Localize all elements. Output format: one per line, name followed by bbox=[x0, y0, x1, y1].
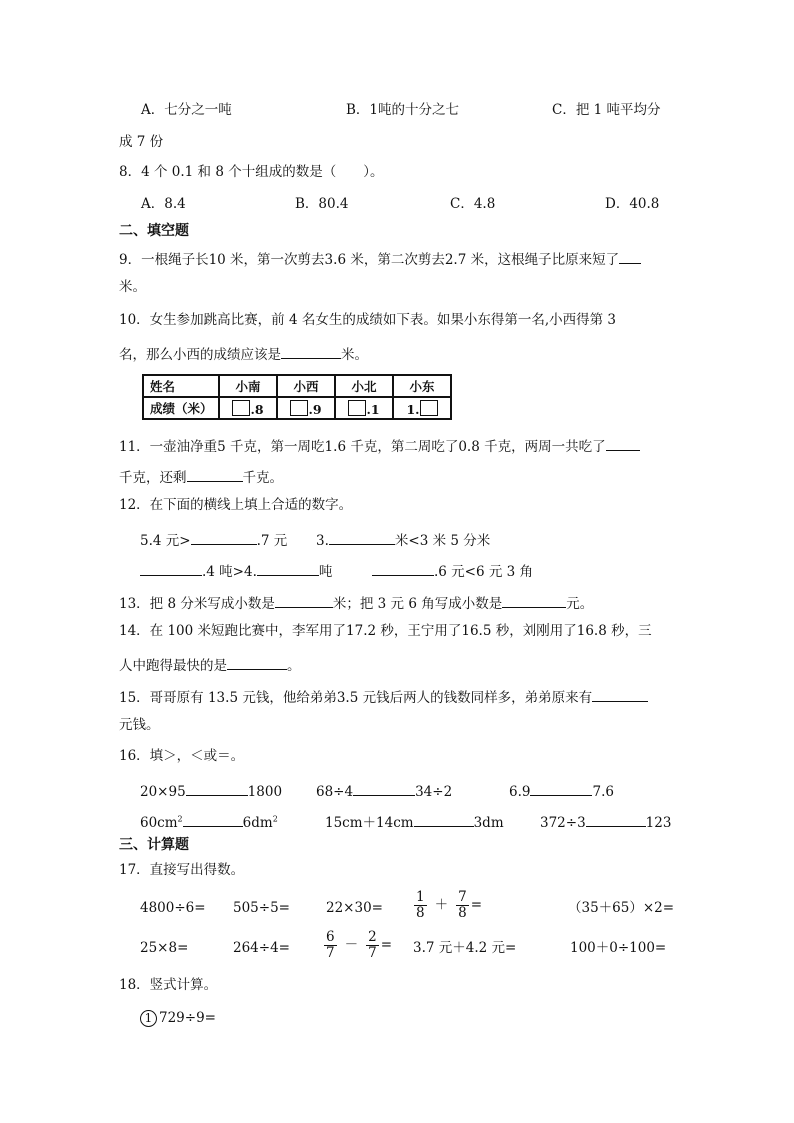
question-11-line2 bbox=[119, 468, 283, 486]
calc-item: （35＋65）×2= bbox=[568, 900, 675, 916]
denominator: 7 bbox=[368, 945, 377, 961]
compare-item bbox=[540, 813, 671, 831]
q8-option-c: C．4.8 bbox=[450, 196, 496, 212]
option-c-continued: 成 7 份 bbox=[119, 134, 164, 150]
unit-text: 元。 bbox=[566, 596, 594, 612]
item-text: .7 元 bbox=[256, 533, 288, 549]
answer-blank[interactable] bbox=[329, 531, 395, 545]
question-14-line2 bbox=[119, 656, 301, 674]
answer-blank[interactable] bbox=[191, 531, 257, 545]
fraction bbox=[366, 930, 379, 961]
question-11-text: 千克，还剩 bbox=[119, 470, 187, 486]
option-a: A．七分之一吨 bbox=[141, 102, 232, 118]
superscript: 2 bbox=[177, 814, 183, 824]
answer-blank[interactable] bbox=[606, 437, 640, 451]
answer-blank[interactable] bbox=[414, 813, 474, 827]
table-header-cell: 小东 bbox=[393, 375, 451, 397]
expr-left: 60cm bbox=[140, 815, 178, 831]
expr-right: 123 bbox=[645, 815, 672, 831]
question-13-text: 13．把 8 分米写成小数是 bbox=[119, 596, 275, 612]
question-15-text: 15．哥哥原有 13.5 元钱，他给弟弟3.5 元钱后两人的钱数同样多，弟弟原来有 bbox=[119, 690, 593, 706]
answer-box[interactable] bbox=[420, 400, 438, 416]
q8-option-a: A．8.4 bbox=[141, 196, 186, 212]
question-10: 10．女生参加跳高比赛，前 4 名女生的成绩如下表。如果小东得第一名,小西得第 3 bbox=[119, 312, 617, 328]
table-cell bbox=[393, 397, 451, 419]
expr-right: 3dm bbox=[473, 815, 504, 831]
compare-item bbox=[316, 782, 452, 800]
table-header-name: 姓名 bbox=[143, 375, 219, 397]
q18-item-1 bbox=[140, 1010, 216, 1027]
question-10-text: 名，那么小西的成绩应该是 bbox=[119, 347, 281, 363]
q12-item-c bbox=[140, 562, 332, 580]
q8-option-d: D．40.8 bbox=[605, 196, 660, 212]
compare-item bbox=[140, 813, 278, 831]
item-text: .4 吨>4. bbox=[202, 564, 257, 580]
score-table bbox=[142, 374, 452, 420]
calc-item: 3.7 元＋4.2 元= bbox=[413, 940, 517, 956]
numerator: 2 bbox=[368, 929, 377, 945]
superscript: 2 bbox=[272, 814, 278, 824]
question-13 bbox=[119, 594, 593, 612]
question-11 bbox=[119, 437, 640, 455]
table-cell bbox=[219, 397, 277, 419]
question-12: 12．在下面的横线上填上合适的数字。 bbox=[119, 497, 353, 513]
calc-item: 25×8= bbox=[140, 940, 189, 956]
circled-number: 1 bbox=[140, 1010, 157, 1027]
question-15-end: 元钱。 bbox=[119, 717, 160, 733]
numerator: 7 bbox=[458, 889, 467, 905]
table-header-score: 成绩（米） bbox=[143, 397, 219, 419]
question-17: 17．直接写出得数。 bbox=[119, 862, 245, 878]
numerator: 6 bbox=[326, 929, 335, 945]
expr-right: 34÷2 bbox=[415, 784, 453, 800]
table-header-cell: 小南 bbox=[219, 375, 277, 397]
denominator: 8 bbox=[458, 905, 467, 921]
answer-blank[interactable] bbox=[140, 562, 202, 576]
answer-blank[interactable] bbox=[275, 594, 333, 608]
denominator: 8 bbox=[416, 905, 425, 921]
denominator: 7 bbox=[326, 945, 335, 961]
item-text: 3. bbox=[316, 533, 329, 549]
table-header-cell: 小北 bbox=[335, 375, 393, 397]
answer-blank[interactable] bbox=[592, 688, 648, 702]
q12-item-a bbox=[140, 531, 287, 549]
q12-item-b bbox=[316, 531, 490, 549]
item-text: 吨 bbox=[318, 564, 333, 580]
option-c: C．把 1 吨平均分 bbox=[552, 102, 661, 118]
answer-blank[interactable] bbox=[586, 813, 646, 827]
compare-item bbox=[325, 813, 504, 831]
cell-value: .1 bbox=[366, 401, 380, 417]
question-16: 16．填＞，＜或＝。 bbox=[119, 748, 245, 764]
cell-value: .8 bbox=[250, 401, 264, 417]
calc-text: 729÷9= bbox=[159, 1010, 216, 1026]
question-18: 18．竖式计算。 bbox=[119, 977, 218, 993]
answer-blank[interactable] bbox=[183, 813, 243, 827]
answer-blank[interactable] bbox=[372, 562, 434, 576]
expr-left: 68÷4 bbox=[316, 784, 354, 800]
fraction bbox=[324, 930, 337, 961]
answer-blank[interactable] bbox=[619, 250, 641, 264]
expr-left: 372÷3 bbox=[540, 815, 586, 831]
answer-blank[interactable] bbox=[281, 345, 341, 359]
calc-item: 264÷4= bbox=[233, 940, 290, 956]
expr-left: 15cm＋14cm bbox=[325, 815, 414, 831]
cell-value: .9 bbox=[308, 401, 322, 417]
question-9 bbox=[119, 250, 641, 268]
question-13-text: 米；把 3 元 6 角写成小数是 bbox=[332, 596, 503, 612]
equals: = bbox=[470, 897, 482, 913]
table-header-cell: 小西 bbox=[277, 375, 335, 397]
item-text: 5.4 元> bbox=[140, 533, 191, 549]
fraction-expression bbox=[322, 930, 392, 961]
calc-item: 22×30= bbox=[326, 900, 383, 916]
table-cell bbox=[277, 397, 335, 419]
compare-item bbox=[509, 782, 614, 800]
table-cell bbox=[335, 397, 393, 419]
numerator: 1 bbox=[416, 889, 425, 905]
expr-right: 1800 bbox=[247, 784, 283, 800]
q8-option-b: B．80.4 bbox=[295, 196, 349, 212]
fraction bbox=[456, 890, 469, 921]
answer-blank[interactable] bbox=[187, 468, 243, 482]
compare-item bbox=[140, 782, 282, 800]
answer-box[interactable] bbox=[348, 400, 366, 416]
expr-right: 6dm bbox=[242, 815, 273, 831]
item-text: .6 元<6 元 3 角 bbox=[434, 564, 534, 580]
calc-item: 100＋0÷100= bbox=[570, 940, 667, 956]
answer-blank[interactable] bbox=[257, 562, 319, 576]
question-9-text: 9．一根绳子长10 米，第一次剪去3.6 米，第二次剪去2.7 米，这根绳子比原来短了 bbox=[119, 252, 620, 268]
item-text: 米<3 米 5 分米 bbox=[394, 533, 491, 549]
fraction bbox=[414, 890, 427, 921]
question-8: 8．4 个 0.1 和 8 个十组成的数是（ ）。 bbox=[119, 164, 384, 180]
calc-item: 4800÷6= bbox=[140, 900, 206, 916]
question-14-text: 人中跑得最快的是 bbox=[119, 658, 227, 674]
section-heading-calc: 三、计算题 bbox=[119, 837, 189, 853]
expr-left: 6.9 bbox=[509, 784, 531, 800]
equals: = bbox=[380, 937, 392, 953]
unit-text: 米。 bbox=[341, 347, 368, 363]
question-14: 14．在 100 米短跑比赛中，李军用了17.2 秒，王宁用了16.5 秒，刘刚用了16.8 秒，三 bbox=[119, 623, 652, 639]
answer-blank[interactable] bbox=[502, 594, 566, 608]
expr-left: 20×95 bbox=[140, 784, 186, 800]
question-10-line2 bbox=[119, 345, 368, 363]
question-11-text: 11．一壶油净重5 千克，第一周吃1.6 千克，第二周吃了0.8 千克，两周一共吃了 bbox=[119, 439, 606, 455]
calc-item: 505÷5= bbox=[233, 900, 290, 916]
unit-text: 千克。 bbox=[242, 470, 283, 486]
cell-value: 1. bbox=[406, 401, 420, 417]
expr-right: 7.6 bbox=[592, 784, 614, 800]
option-b: B．1吨的十分之七 bbox=[346, 102, 460, 118]
operator: － bbox=[344, 937, 359, 953]
answer-blank[interactable] bbox=[227, 656, 287, 670]
punctuation: 。 bbox=[287, 658, 301, 674]
operator: ＋ bbox=[434, 897, 449, 913]
answer-box[interactable] bbox=[290, 400, 308, 416]
answer-blank[interactable] bbox=[186, 782, 248, 796]
q12-item-d bbox=[372, 562, 533, 580]
fraction-expression bbox=[412, 890, 482, 921]
question-9-end: 米。 bbox=[119, 279, 146, 295]
answer-blank[interactable] bbox=[530, 782, 592, 796]
answer-blank[interactable] bbox=[353, 782, 415, 796]
question-15 bbox=[119, 688, 648, 706]
section-heading-fill: 二、填空题 bbox=[119, 223, 189, 239]
answer-box[interactable] bbox=[232, 400, 250, 416]
